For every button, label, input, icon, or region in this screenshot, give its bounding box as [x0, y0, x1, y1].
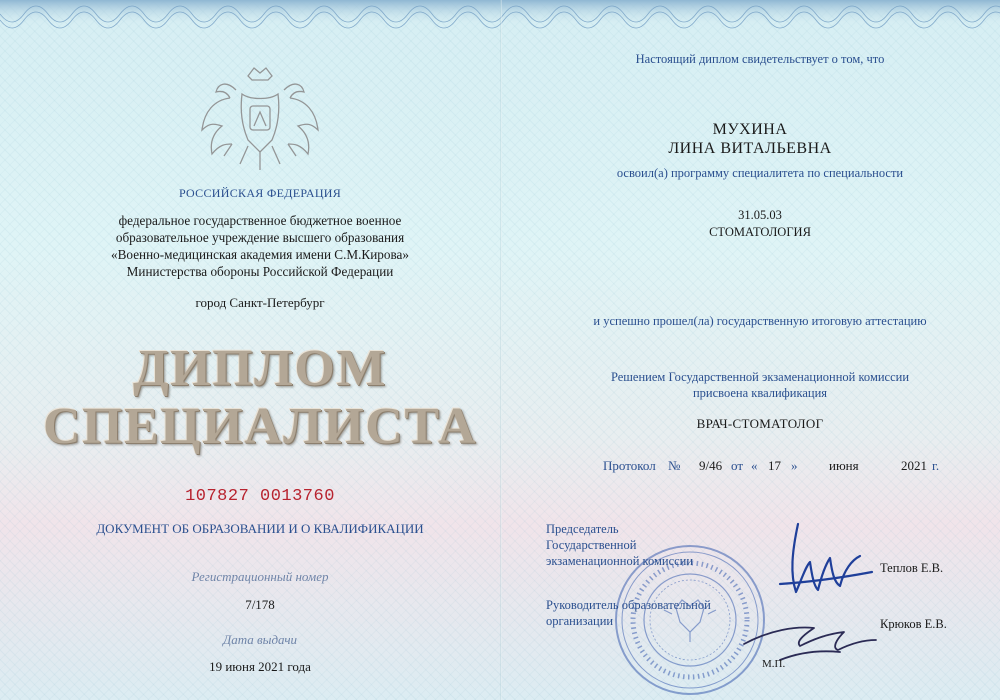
commission-chair-title: [546, 521, 746, 569]
organization-head-title: [546, 597, 746, 629]
head-line: Руководитель образовательной: [546, 598, 711, 612]
specialty: [660, 207, 860, 241]
document-type: ДОКУМЕНТ ОБ ОБРАЗОВАНИИ И О КВАЛИФИКАЦИИ: [96, 521, 424, 536]
protocol-month: июня: [829, 458, 859, 473]
registration-number: 7/178: [245, 597, 275, 612]
commission-decision: [560, 369, 960, 401]
city: город Санкт-Петербург: [195, 295, 325, 310]
specialty-name: СТОМАТОЛОГИЯ: [709, 225, 811, 239]
chair-signature: [760, 512, 880, 602]
chair-name: Теплов Е.В.: [880, 561, 944, 575]
title-line-2: СПЕЦИАЛИСТА: [42, 398, 478, 455]
title-line-1: ДИПЛОМ: [133, 340, 387, 397]
country-name: РОССИЙСКАЯ ФЕДЕРАЦИЯ: [178, 186, 342, 200]
institution-line: образовательное учреждение высшего образования: [115, 230, 405, 245]
protocol-year: 2021: [901, 458, 927, 473]
institution-name: [80, 212, 440, 280]
chair-line: Председатель: [546, 522, 619, 536]
head-line: организации: [546, 614, 614, 628]
decorative-border: [0, 0, 1000, 40]
head-signature: [740, 600, 880, 670]
institution-line: федеральное государственное бюджетное военное: [118, 213, 402, 228]
protocol-quote-open: «: [751, 458, 758, 473]
registration-label: Регистрационный номер: [191, 569, 329, 584]
head-name: Крюков Е.В.: [880, 617, 947, 631]
graduate-surname: МУХИНА: [712, 121, 788, 138]
institution-line: «Военно-медицинская академия имени С.М.Кирова»: [111, 247, 409, 262]
protocol-number-sign: №: [668, 458, 681, 473]
protocol-day: 17: [768, 458, 781, 473]
issue-date-label: Дата выдачи: [222, 632, 298, 647]
program-statement: освоил(а) программу специалитета по специальности: [616, 166, 904, 180]
protocol-label: Протокол: [603, 458, 656, 473]
decision-line-2: присвоена квалификация: [692, 386, 828, 400]
decision-line-1: Решением Государственной экзаменационной комиссии: [610, 370, 910, 384]
chair-line: экзаменационной комиссии: [546, 554, 694, 568]
institution-line: Министерства обороны Российской Федерации: [126, 264, 394, 279]
intro-text: Настоящий диплом свидетельствует о том, что: [635, 52, 885, 66]
chair-line: Государственной: [546, 538, 637, 552]
protocol-year-suffix: г.: [932, 458, 940, 473]
protocol-number: 9/46: [699, 458, 723, 473]
issue-date: 19 июня 2021 года: [209, 659, 311, 674]
protocol-quote-close: »: [791, 458, 798, 473]
serial-number: 107827 0013760: [185, 487, 335, 506]
attestation-statement: и успешно прошел(ла) государственную итоговую аттестацию: [593, 314, 927, 328]
graduate-name: [600, 120, 900, 158]
stamp-place-label: М.П.: [762, 658, 786, 670]
protocol-from: от: [731, 458, 744, 473]
specialty-code: 31.05.03: [738, 208, 782, 222]
double-headed-eagle-emblem: [196, 60, 324, 178]
qualification: ВРАЧ-СТОМАТОЛОГ: [696, 416, 824, 431]
diploma-title: [40, 340, 480, 456]
graduate-given-names: ЛИНА ВИТАЛЬЕВНА: [668, 140, 832, 157]
